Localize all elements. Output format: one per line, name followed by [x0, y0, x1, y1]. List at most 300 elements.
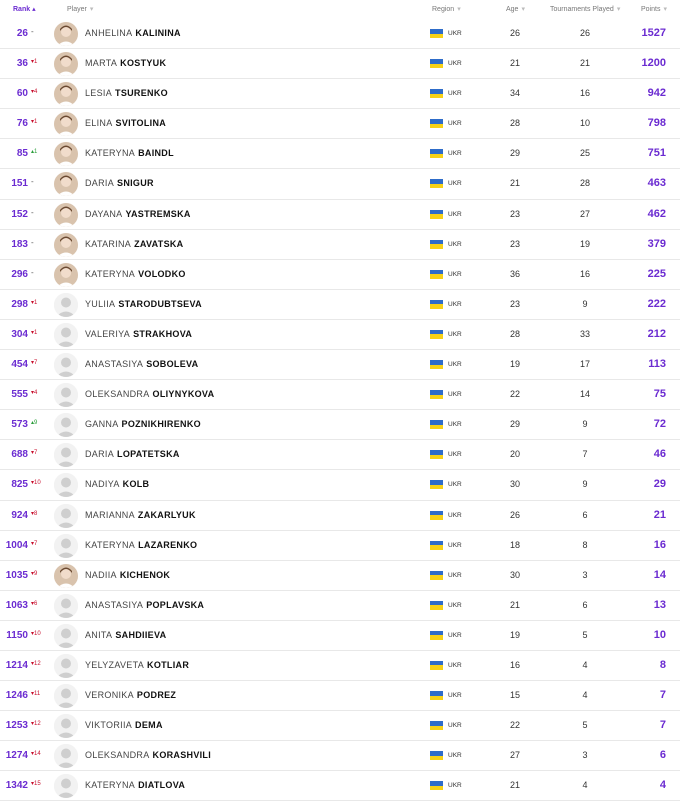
rank-movement: ▾ 15	[31, 780, 41, 787]
rank-movement: ▾ 9	[31, 570, 37, 577]
table-row[interactable]	[0, 681, 680, 711]
tournaments-played-value: 4	[582, 659, 588, 670]
rank-movement: ▾ 12	[31, 660, 41, 667]
player-first-name: DARIA	[85, 449, 115, 460]
player-last-name: ZAKARLYUK	[137, 509, 196, 520]
player-first-name: ANASTASIYA	[85, 359, 144, 370]
table-row[interactable]	[0, 79, 680, 109]
ukraine-flag-icon	[430, 149, 443, 158]
age-value: 30	[509, 479, 520, 490]
table-row[interactable]	[0, 260, 680, 290]
player-first-name: LESIA	[85, 88, 113, 99]
region-code: UKR	[448, 692, 462, 700]
player-first-name: GANNA	[85, 419, 119, 430]
player-name-link[interactable]	[85, 570, 170, 580]
tournaments-played-value: 26	[579, 28, 590, 38]
rank-movement: ▾ 7	[31, 359, 37, 366]
ukraine-flag-icon	[430, 390, 443, 399]
ukraine-flag-icon	[430, 450, 443, 459]
player-last-name: KOLB	[122, 479, 150, 490]
age-value: 26	[509, 509, 520, 520]
table-row[interactable]	[0, 771, 680, 801]
player-last-name: LOPATETSKA	[117, 449, 180, 460]
player-name-link[interactable]	[85, 239, 183, 249]
player-avatar-icon[interactable]	[54, 172, 78, 196]
table-header	[0, 0, 680, 19]
player-name-link[interactable]	[85, 600, 204, 610]
player-last-name: VOLODKO	[138, 268, 186, 279]
player-name-link[interactable]	[85, 750, 211, 760]
region-code: UKR	[448, 330, 462, 338]
player-last-name: DIATLOVA	[138, 780, 186, 791]
rank-value: 296	[11, 268, 28, 280]
rank-value: 304	[11, 328, 28, 340]
rank-movement: ▾ 1	[31, 58, 37, 65]
ukraine-flag-icon	[430, 240, 443, 249]
age-value: 19	[509, 359, 520, 370]
player-name-link[interactable]	[85, 720, 163, 730]
tournaments-played-value: 21	[579, 58, 590, 69]
table-row[interactable]	[0, 440, 680, 470]
tournaments-played-value: 17	[579, 359, 590, 370]
points-value: 75	[653, 388, 666, 401]
player-last-name: SVITOLINA	[115, 118, 167, 129]
tournaments-played-value: 6	[582, 599, 588, 610]
player-name-link[interactable]	[85, 299, 202, 309]
player-last-name: SOBOLEVA	[146, 359, 199, 370]
age-value: 16	[509, 659, 520, 670]
table-row[interactable]	[0, 591, 680, 621]
points-value: 21	[653, 508, 666, 521]
player-avatar-icon[interactable]	[54, 473, 78, 497]
age-value: 22	[509, 389, 520, 400]
ukraine-flag-icon	[430, 119, 443, 128]
rank-movement: -	[31, 267, 34, 277]
region-code: UKR	[448, 661, 462, 669]
ukraine-flag-icon	[430, 781, 443, 790]
region-code: UKR	[448, 210, 462, 218]
player-name-link[interactable]	[85, 178, 154, 188]
ukraine-flag-icon	[430, 601, 443, 610]
tournaments-played-value: 14	[579, 389, 590, 400]
player-first-name: KATERYNA	[85, 148, 136, 159]
player-name-link[interactable]	[85, 389, 214, 399]
rank-movement: ▾ 1	[31, 329, 37, 336]
table-row[interactable]	[0, 741, 680, 771]
player-last-name: TSURENKO	[115, 88, 168, 99]
rank-movement: ▾ 6	[31, 600, 37, 607]
table-row[interactable]	[0, 410, 680, 440]
ukraine-flag-icon	[430, 511, 443, 520]
region-code: UKR	[448, 601, 462, 609]
player-last-name: POZNIKHIRENKO	[121, 419, 201, 430]
player-last-name: POPLAVSKA	[146, 599, 205, 610]
ukraine-flag-icon	[430, 571, 443, 580]
points-value: 379	[647, 237, 666, 250]
points-value: 1527	[641, 27, 666, 39]
player-first-name: ANITA	[85, 629, 113, 640]
rank-value: 26	[16, 28, 28, 39]
table-row[interactable]	[0, 531, 680, 561]
tournaments-column-header[interactable]: Tournaments Played ▾	[550, 5, 620, 13]
rank-movement: ▴ 9	[31, 419, 37, 426]
player-first-name: YULIIA	[85, 298, 116, 309]
tournaments-played-value: 6	[582, 509, 588, 520]
player-avatar-icon[interactable]	[54, 684, 78, 708]
player-avatar-icon[interactable]	[54, 564, 78, 588]
rank-movement: ▾ 8	[31, 510, 37, 517]
player-avatar-icon[interactable]	[54, 443, 78, 467]
player-last-name: KALININA	[135, 28, 181, 38]
player-last-name: KICHENOK	[119, 569, 171, 580]
table-row[interactable]	[0, 501, 680, 531]
points-value: 10	[653, 628, 666, 641]
region-code: UKR	[448, 752, 462, 760]
tournaments-played-value: 4	[582, 780, 588, 791]
region-code: UKR	[448, 240, 462, 248]
player-avatar-icon[interactable]	[54, 744, 78, 768]
rank-movement: ▾ 7	[31, 449, 37, 456]
rank-value: 924	[11, 509, 28, 521]
age-value: 27	[509, 750, 520, 761]
ukraine-flag-icon	[430, 751, 443, 760]
tournaments-played-value: 9	[582, 298, 588, 309]
tournaments-played-value: 5	[582, 720, 588, 731]
player-avatar-icon[interactable]	[54, 594, 78, 618]
player-last-name: SNIGUR	[117, 178, 154, 189]
rank-movement: ▾ 1	[31, 118, 37, 125]
region-code: UKR	[448, 511, 462, 519]
rank-movement: ▾ 4	[31, 389, 37, 396]
age-value: 36	[509, 268, 520, 279]
player-first-name: ANHELINA	[85, 28, 133, 38]
ukraine-flag-icon	[430, 179, 443, 188]
points-value: 72	[653, 418, 666, 431]
ukraine-flag-icon	[430, 541, 443, 550]
rank-value: 1214	[5, 659, 28, 671]
player-avatar-icon[interactable]	[54, 323, 78, 347]
rank-value: 1035	[5, 569, 28, 581]
table-row[interactable]	[0, 470, 680, 500]
player-avatar-icon[interactable]	[54, 142, 78, 166]
region-code: UKR	[448, 120, 462, 128]
player-avatar-icon[interactable]	[54, 774, 78, 798]
player-last-name: KOSTYUK	[120, 58, 167, 69]
region-code: UKR	[448, 150, 462, 158]
ukraine-flag-icon	[430, 480, 443, 489]
player-first-name: NADIIA	[85, 569, 117, 580]
rank-value: 1246	[5, 690, 28, 702]
rank-movement: ▾ 14	[31, 750, 41, 757]
player-name-link[interactable]	[85, 148, 174, 158]
rank-value: 454	[11, 359, 28, 371]
rank-value: 1274	[5, 750, 28, 762]
rank-value: 555	[11, 389, 28, 401]
points-value: 225	[647, 267, 666, 280]
tournaments-played-value: 28	[579, 178, 590, 189]
tournaments-played-value: 33	[579, 328, 590, 339]
points-value: 463	[647, 177, 666, 190]
table-row[interactable]	[0, 561, 680, 591]
region-code: UKR	[448, 361, 462, 369]
region-code: UKR	[448, 421, 462, 429]
ukraine-flag-icon	[430, 631, 443, 640]
player-last-name: BAINDL	[138, 148, 174, 159]
points-value: 14	[653, 568, 666, 581]
player-name-link[interactable]	[85, 118, 166, 128]
table-row[interactable]	[0, 169, 680, 199]
table-row[interactable]	[0, 320, 680, 350]
ukraine-flag-icon	[430, 210, 443, 219]
player-column-header[interactable]: Player ▾	[67, 5, 93, 13]
rank-column-header[interactable]: Rank ▴	[13, 5, 36, 13]
player-name-link[interactable]	[85, 449, 180, 459]
player-avatar-icon[interactable]	[54, 52, 78, 76]
table-row[interactable]	[0, 380, 680, 410]
points-value: 46	[653, 448, 666, 461]
age-value: 34	[509, 88, 520, 99]
rank-movement: ▾ 10	[31, 479, 41, 486]
player-name-link[interactable]	[85, 329, 192, 339]
player-first-name: VERONIKA	[85, 690, 134, 701]
age-value: 26	[509, 28, 520, 38]
player-first-name: ELINA	[85, 118, 113, 129]
player-name-link[interactable]	[85, 780, 185, 790]
player-name-link[interactable]	[85, 660, 189, 670]
player-name-link[interactable]	[85, 540, 197, 550]
rank-movement: -	[31, 207, 34, 217]
age-value: 30	[509, 569, 520, 580]
ukraine-flag-icon	[430, 661, 443, 670]
rank-movement: ▾ 12	[31, 720, 41, 727]
age-value: 20	[509, 449, 520, 460]
rank-movement: ▾ 11	[31, 690, 40, 697]
age-value: 23	[509, 208, 520, 219]
tournaments-played-value: 3	[582, 569, 588, 580]
rank-value: 825	[11, 479, 28, 491]
ukraine-flag-icon	[430, 270, 443, 279]
ukraine-flag-icon	[430, 29, 443, 38]
points-value: 8	[659, 658, 666, 671]
points-value: 16	[653, 538, 666, 551]
age-column-header[interactable]: Age ▾	[506, 5, 525, 13]
tournaments-played-value: 25	[579, 148, 590, 159]
table-row[interactable]	[0, 139, 680, 169]
player-first-name: VIKTORIIA	[85, 720, 133, 731]
player-name-link[interactable]	[85, 88, 168, 98]
points-column-header[interactable]: Points ▾	[641, 5, 667, 13]
rank-value: 183	[11, 238, 28, 250]
points-value: 462	[647, 207, 666, 220]
region-code: UKR	[448, 631, 462, 639]
table-row[interactable]	[0, 230, 680, 260]
rank-movement: -	[31, 237, 34, 247]
ukraine-flag-icon	[430, 721, 443, 730]
region-code: UKR	[448, 180, 462, 188]
region-code: UKR	[448, 90, 462, 98]
player-first-name: OLEKSANDRA	[85, 389, 150, 400]
tournaments-played-value: 7	[582, 449, 588, 460]
region-code: UKR	[448, 270, 462, 278]
tournaments-played-value: 5	[582, 629, 588, 640]
table-row[interactable]	[0, 49, 680, 79]
player-last-name: DEMA	[135, 720, 163, 731]
age-value: 21	[509, 178, 520, 189]
region-code: UKR	[448, 722, 462, 730]
player-last-name: PODREZ	[136, 690, 177, 701]
player-last-name: STRAKHOVA	[133, 328, 193, 339]
player-avatar-icon[interactable]	[54, 263, 78, 287]
rank-value: 85	[16, 148, 28, 160]
player-first-name: KATERYNA	[85, 539, 136, 550]
player-name-link[interactable]	[85, 28, 181, 38]
table-row[interactable]	[0, 290, 680, 320]
rank-movement: ▾ 1	[31, 299, 37, 306]
table-row[interactable]	[0, 350, 680, 380]
player-first-name: ANASTASIYA	[85, 599, 144, 610]
points-value: 13	[653, 598, 666, 611]
age-value: 18	[509, 539, 520, 550]
age-value: 21	[509, 780, 520, 791]
region-code: UKR	[448, 451, 462, 459]
rank-value: 1004	[5, 539, 28, 551]
player-last-name: KOTLIAR	[147, 659, 190, 670]
rank-value: 298	[11, 298, 28, 310]
table-row[interactable]	[0, 621, 680, 651]
player-avatar-icon[interactable]	[54, 22, 78, 46]
points-value: 212	[647, 327, 666, 340]
player-avatar-icon[interactable]	[54, 504, 78, 528]
player-name-link[interactable]	[85, 209, 191, 219]
player-name-link[interactable]	[85, 269, 186, 279]
player-first-name: YELYZAVETA	[85, 659, 145, 670]
tournaments-played-value: 19	[579, 238, 590, 249]
region-code: UKR	[448, 541, 462, 549]
table-row[interactable]	[0, 651, 680, 681]
ukraine-flag-icon	[430, 420, 443, 429]
player-first-name: MARIANNA	[85, 509, 135, 520]
player-avatar-icon[interactable]	[54, 413, 78, 437]
points-value: 29	[653, 478, 666, 491]
rank-movement: ▾ 7	[31, 540, 37, 547]
player-avatar-icon[interactable]	[54, 353, 78, 377]
player-name-link[interactable]	[85, 690, 176, 700]
rank-movement: ▴ 1	[31, 148, 37, 155]
player-avatar-icon[interactable]	[54, 714, 78, 738]
player-name-link[interactable]	[85, 58, 166, 68]
points-value: 7	[659, 719, 666, 732]
player-last-name: ZAVATSKA	[134, 238, 184, 249]
player-first-name: KATARINA	[85, 238, 132, 249]
table-row[interactable]	[0, 109, 680, 139]
rank-movement: ▾ 10	[31, 630, 41, 637]
rank-value: 1253	[5, 720, 28, 732]
ukraine-flag-icon	[430, 330, 443, 339]
rank-value: 1342	[5, 780, 28, 792]
region-column-header[interactable]: Region ▾	[432, 5, 461, 13]
region-code: UKR	[448, 30, 462, 37]
region-code: UKR	[448, 391, 462, 399]
table-row[interactable]	[0, 200, 680, 230]
tournaments-played-value: 9	[582, 419, 588, 430]
tournaments-played-value: 16	[579, 88, 590, 99]
table-row[interactable]	[0, 711, 680, 741]
player-avatar-icon[interactable]	[54, 624, 78, 648]
rank-value: 36	[16, 58, 28, 70]
ukraine-flag-icon	[430, 360, 443, 369]
rank-value: 151	[11, 178, 28, 190]
player-name-link[interactable]	[85, 359, 198, 369]
rank-value: 573	[11, 419, 28, 431]
age-value: 15	[509, 690, 520, 701]
player-avatar-icon[interactable]	[54, 203, 78, 227]
player-first-name: DAYANA	[85, 208, 123, 219]
rank-value: 1063	[5, 599, 28, 611]
age-value: 23	[509, 238, 520, 249]
age-value: 29	[509, 419, 520, 430]
region-code: UKR	[448, 571, 462, 579]
points-value: 113	[648, 358, 666, 371]
player-first-name: OLEKSANDRA	[85, 750, 150, 761]
age-value: 21	[509, 599, 520, 610]
age-value: 21	[509, 58, 520, 69]
rank-movement: -	[31, 27, 34, 36]
age-value: 28	[509, 118, 520, 129]
player-avatar-icon[interactable]	[54, 112, 78, 136]
ukraine-flag-icon	[430, 300, 443, 309]
player-avatar-icon[interactable]	[54, 654, 78, 678]
region-code: UKR	[448, 782, 462, 790]
player-name-link[interactable]	[85, 630, 166, 640]
tournaments-played-value: 3	[582, 750, 588, 761]
points-value: 942	[647, 87, 666, 100]
ukraine-flag-icon	[430, 89, 443, 98]
tournaments-played-value: 16	[579, 268, 590, 279]
points-value: 798	[647, 117, 666, 130]
age-value: 28	[509, 328, 520, 339]
player-last-name: LAZARENKO	[138, 539, 198, 550]
player-last-name: SAHDIIEVA	[115, 629, 167, 640]
player-first-name: VALERIYA	[85, 328, 131, 339]
rank-value: 688	[11, 449, 28, 461]
region-code: UKR	[448, 481, 462, 489]
points-value: 751	[647, 147, 666, 160]
ukraine-flag-icon	[430, 59, 443, 68]
points-value: 4	[659, 779, 666, 792]
player-avatar-icon[interactable]	[54, 233, 78, 257]
player-first-name: DARIA	[85, 178, 115, 189]
player-last-name: YASTREMSKA	[125, 208, 191, 219]
player-avatar-icon[interactable]	[54, 82, 78, 106]
region-code: UKR	[448, 300, 462, 308]
rank-movement: ▾ 4	[31, 88, 37, 95]
rank-value: 76	[16, 118, 28, 130]
player-first-name: KATERYNA	[85, 268, 136, 279]
player-name-link[interactable]	[85, 479, 149, 489]
player-name-link[interactable]	[85, 419, 201, 429]
tournaments-played-value: 27	[579, 208, 590, 219]
rank-movement: -	[31, 177, 34, 187]
player-avatar-icon[interactable]	[54, 534, 78, 558]
player-name-link[interactable]	[85, 510, 196, 520]
player-avatar-icon[interactable]	[54, 293, 78, 317]
tournaments-played-value: 10	[579, 118, 590, 129]
tournaments-played-value: 8	[582, 539, 588, 550]
points-value: 1200	[641, 57, 666, 70]
player-first-name: MARTA	[85, 58, 118, 69]
player-avatar-icon[interactable]	[54, 383, 78, 407]
table-row[interactable]	[0, 19, 680, 49]
